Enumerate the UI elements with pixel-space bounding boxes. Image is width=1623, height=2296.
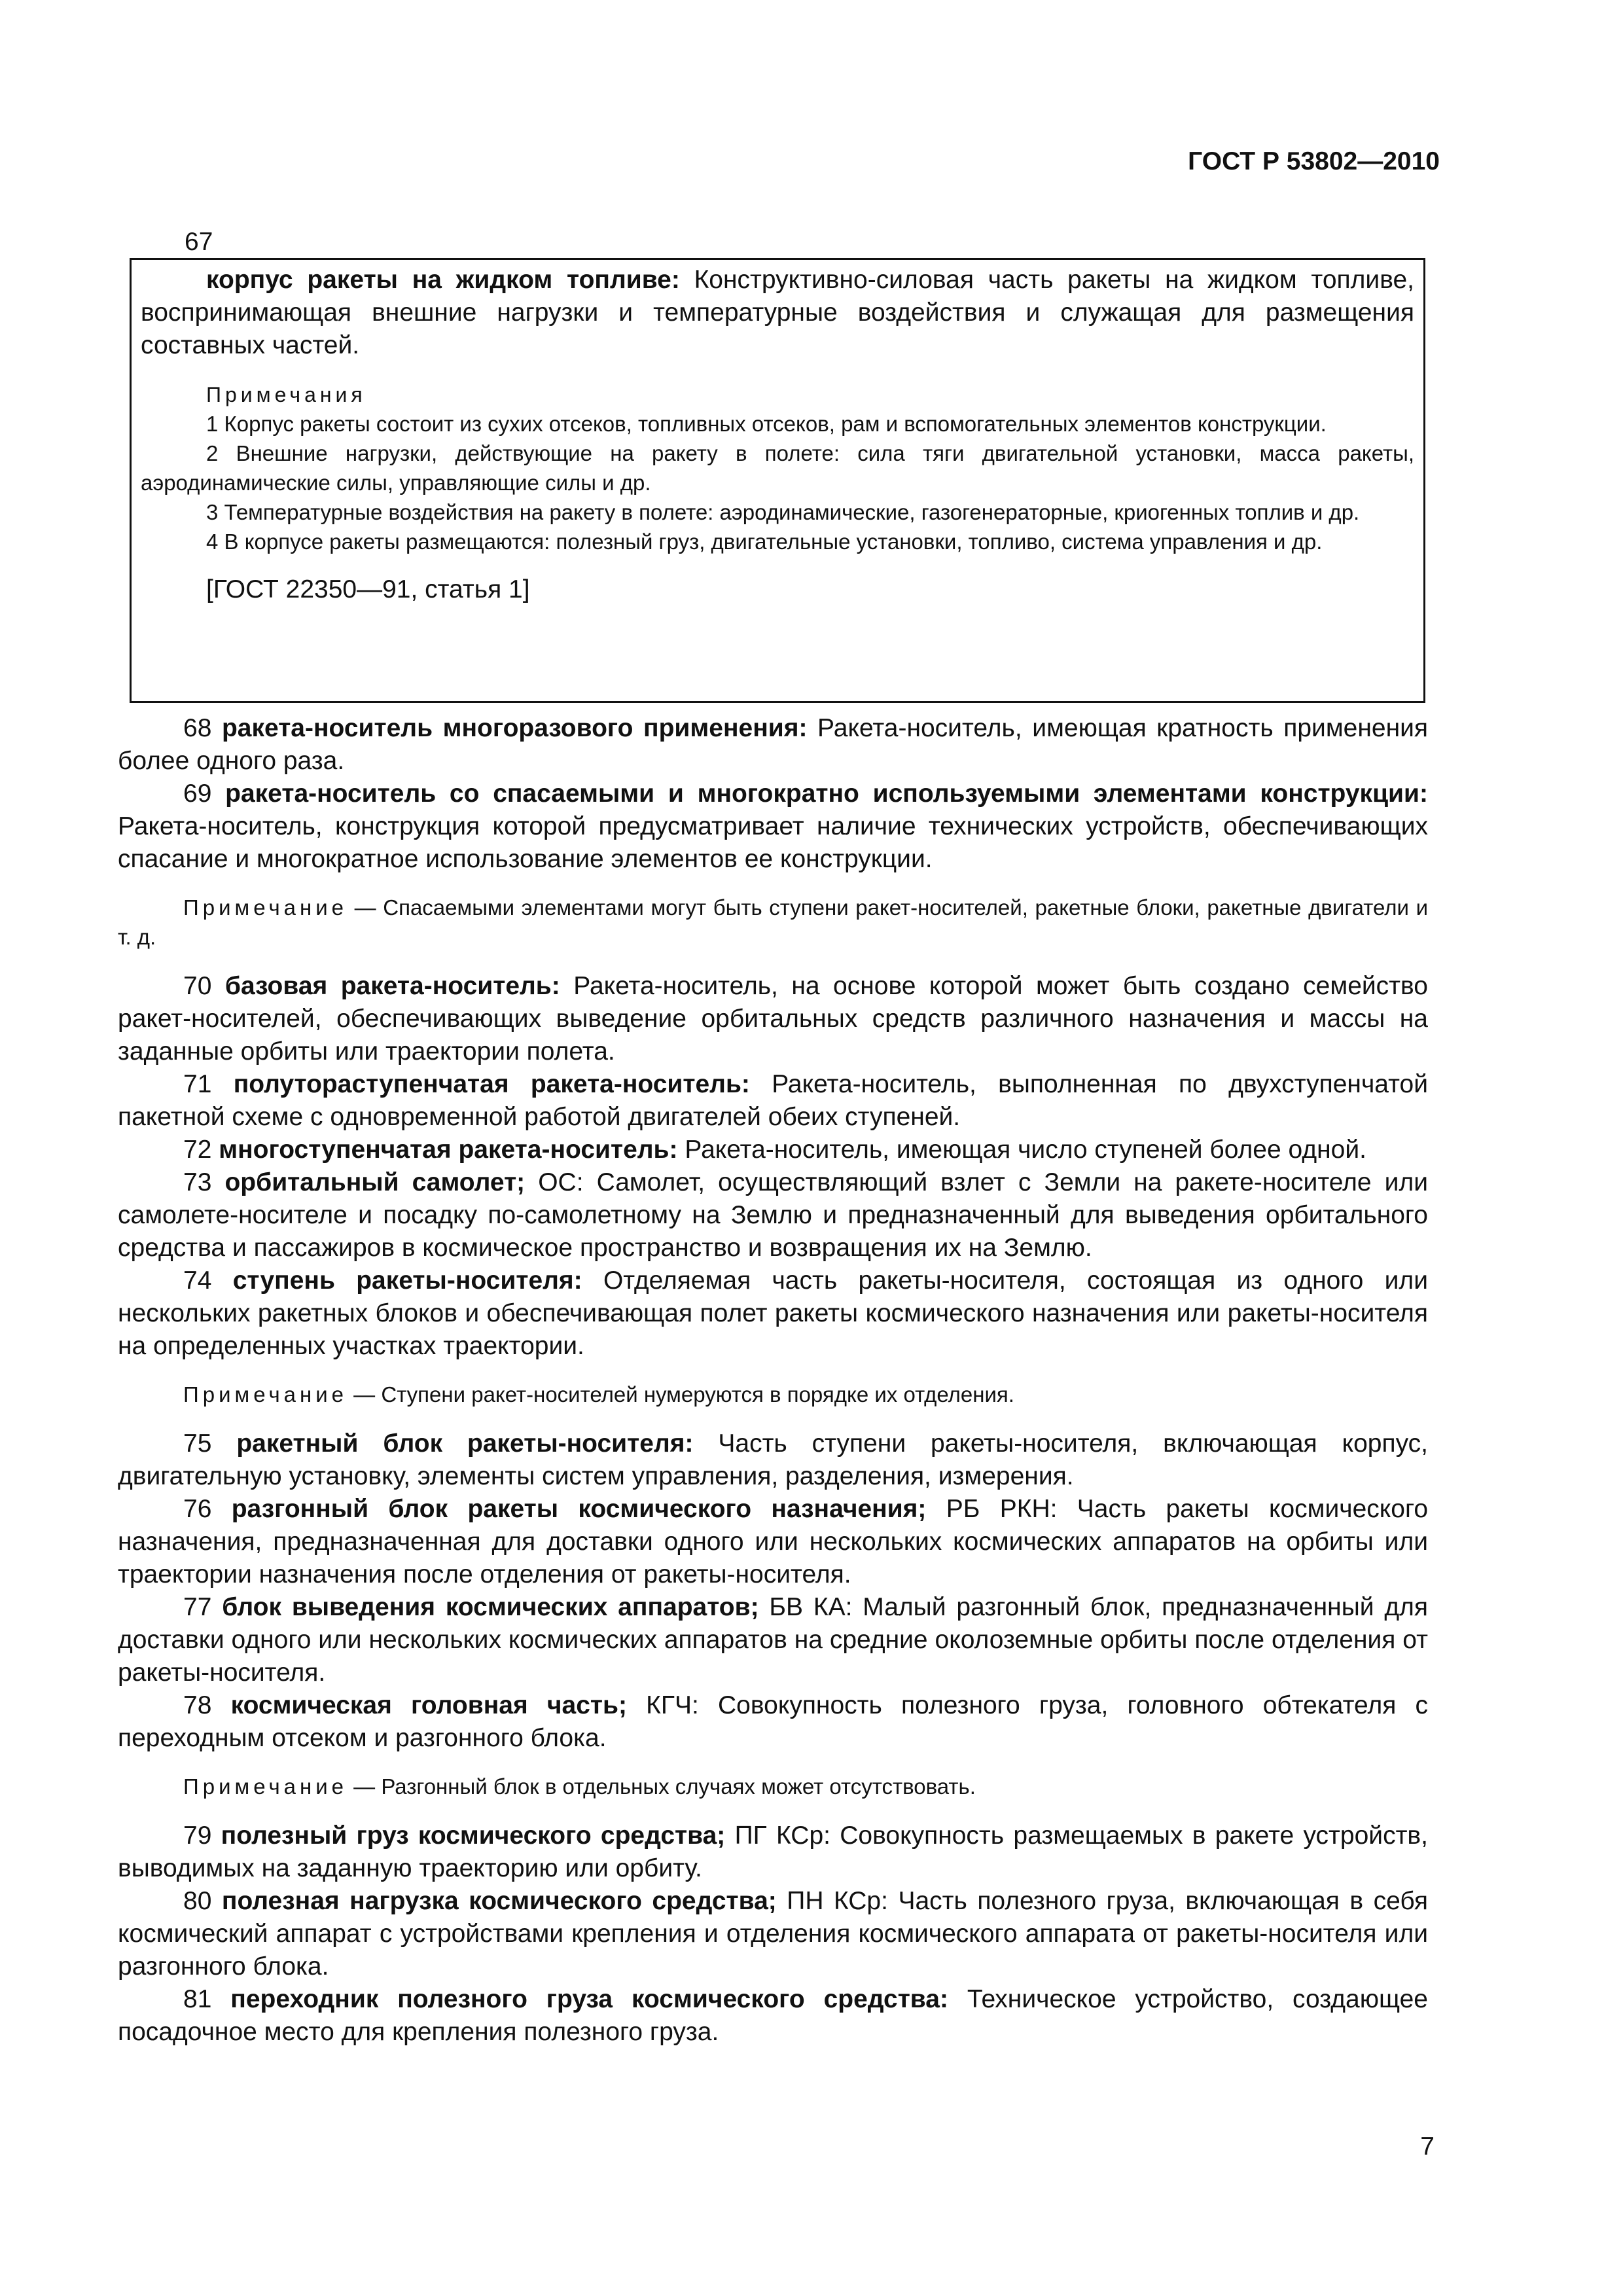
- boxed-term-entry: [130, 258, 1425, 703]
- entry-78: 78 космическая головная часть; КГЧ: Совокупность полезного груза, головного обтекателя с переходным отсеком и разгонного блока.: [118, 1691, 1429, 1752]
- entry-72: 72 многоступенчатая ракета-носитель: Ракета-носитель, имеющая число ступеней более одной.: [183, 1136, 1366, 1164]
- entry-74: 74 ступень ракеты-носителя: Отделяемая часть ракеты-носителя, состоящая из одного или нескольких ракетных блоков и обеспечивающая полет ракеты космического назначения или ракеты-носителя на определенных участках траектории.: [118, 1266, 1428, 1360]
- boxed-note-1: 1 Корпус ракеты состоит из сухих отсеков, топливных отсеков, рам и вспомогательных элементов конструкции.: [206, 412, 1327, 436]
- definition: Конструктивно-силовая часть ракеты на жидком топливе, воспринимающая внешние нагрузки и температурные воздействия и служащая для размещения составных частей.: [141, 266, 1414, 359]
- note-after-74: Примечание — Ступени ракет-носителей нумеруются в порядке их отделения.: [183, 1382, 1014, 1407]
- boxed-note-4: 4 В корпусе ракеты размещаются: полезный груз, двигательные установки, топливо, система управления и др.: [206, 529, 1323, 554]
- page-number: 7: [1420, 2132, 1435, 2161]
- boxed-term-definition: [141, 264, 1414, 362]
- entry-77: 77 блок выведения космических аппаратов; БВ КА: Малый разгонный блок, предназначенный для доставки одного или нескольких космических аппаратов на средние околоземные орбиты после отделения от ракеты-носителя.: [118, 1593, 1428, 1687]
- main-text: [118, 712, 1428, 2049]
- note-after-69: Примечание — Спасаемыми элементами могут быть ступени ракет-носителей, ракетные блоки, ракетные двигатели и т. д.: [118, 895, 1429, 949]
- source-reference: [ГОСТ 22350—91, статья 1]: [206, 575, 530, 603]
- entry-75: 75 ракетный блок ракеты-носителя: Часть ступени ракеты-носителя, включающая корпус, двигательную установку, элементы систем управления, разделения, измерения.: [118, 1429, 1428, 1490]
- entry-71: 71 полутораступенчатая ракета-носитель: Ракета-носитель, выполненная по двухступенчатой пакетной схеме с одновременной работой двигателей обеих ступеней.: [118, 1070, 1429, 1131]
- notes-label: Примечания: [206, 383, 366, 406]
- entry-76: 76 разгонный блок ракеты космического назначения; РБ РКН: Часть ракеты космического назначения, предназначенная для доставки одного или нескольких космических аппаратов на орбиты или траектории назначения после отделения от ракеты-носителя.: [118, 1495, 1429, 1588]
- term: корпус ракеты на жидком топливе:: [206, 266, 680, 294]
- entry-81: 81 переходник полезного груза космического средства: Техническое устройство, создающее посадочное место для крепления полезного груза.: [118, 1985, 1428, 2046]
- entry-number-67: 67: [185, 228, 213, 256]
- entry-79: 79 полезный груз космического средства; ПГ КСр: Совокупность размещаемых в ракете устройств, выводимых на заданную траекторию или орбиту.: [118, 1821, 1428, 1882]
- entry-80: 80 полезная нагрузка космического средства; ПН КСр: Часть полезного груза, включающая в себя космический аппарат с устройствами крепления и отделения космического аппарата от ракеты-носителя или разгонного блока.: [118, 1887, 1428, 1981]
- boxed-note-2: 2 Внешние нагрузки, действующие на ракету в полете: сила тяги двигательной установки, масса ракеты, аэродинамические силы, управляющие силы и др.: [141, 441, 1414, 495]
- note-after-78: Примечание — Разгонный блок в отдельных случаях может отсутствовать.: [183, 1774, 976, 1799]
- entry-69: 69 ракета-носитель со спасаемыми и многократно используемыми элементами конструкции: Ракета-носитель, конструкция которой предусматривает наличие технических устройств, обеспечивающих спасание и многократное использование элементов ее конструкции.: [118, 780, 1428, 873]
- entry-73: 73 орбитальный самолет; ОС: Самолет, осуществляющий взлет с Земли на ракете-носителе или самолете-носителе и посадку по-самолетному на Землю и предназначенный для выведения орбитального средства и пассажиров в космическое пространство и возвращения их на Землю.: [118, 1168, 1428, 1262]
- standard-id: ГОСТ Р 53802—2010: [1188, 147, 1440, 175]
- entry-68: 68 ракета-носитель многоразового применения: Ракета-носитель, имеющая кратность применения более одного раза.: [118, 714, 1429, 775]
- entry-70: 70 базовая ракета-носитель: Ракета-носитель, на основе которой может быть создано семейство ракет-носителей, обеспечивающих выведение орбитальных средств различного назначения и массы на заданные орбиты или траектории полета.: [118, 972, 1428, 1066]
- boxed-note-3: 3 Температурные воздействия на ракету в полете: аэродинамические, газогенераторные, криогенных топлив и др.: [206, 500, 1360, 524]
